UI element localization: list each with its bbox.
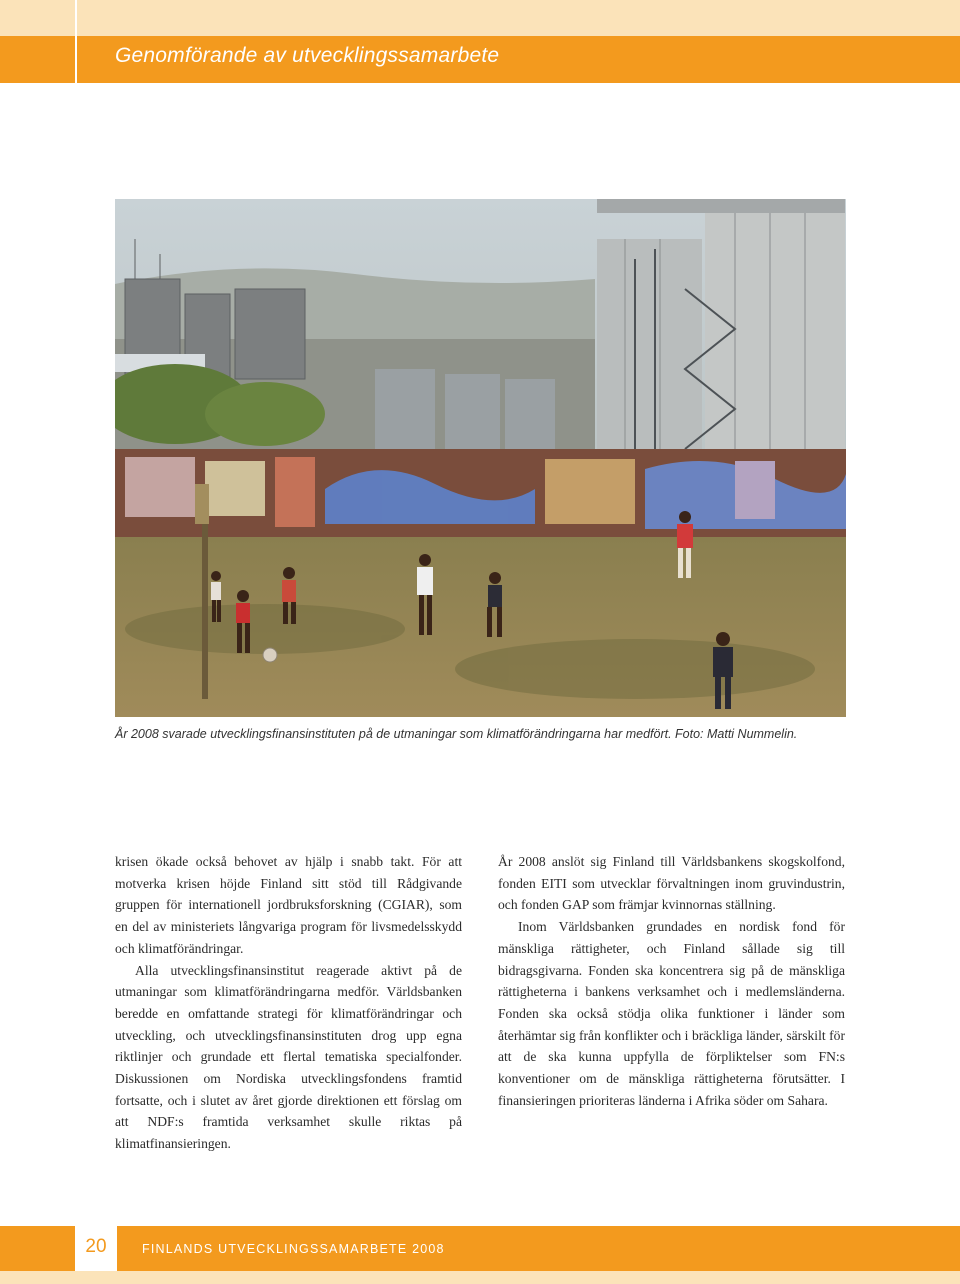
section-title: Genomförande av utvecklingssamarbete — [115, 44, 500, 67]
left-paragraph-2: Alla utvecklingsfinansinstitut reagerade aktivt på de utmaningar som klimatförändringarna medför. Världsbanken beredde en omfattande strategi för klimatförändringar och utveckling, och utvecklingsfinansinstituten drog upp egna riktlinjer och grundade ett flertal tematiska specialfonder. Diskussionen om Nordiska utvecklingsfondens framtid fortsatte, och i slutet av året gjorde direktionen ett förslag om att NDF:s framtida verksamhet skulle riktas på klimatfinansieringen. — [115, 962, 462, 1152]
left-paragraph-1: krisen ökade också behovet av hjälp i snabb takt. För att motverka krisen höjde Finland sitt stöd till Rådgivande gruppen för internationell jordbruksforskning (CGIAR), som en del av ministeriets långvariga program för livsmedelsskydd och klimatförändringar. — [115, 854, 462, 956]
photo-caption: År 2008 svarade utvecklingsfinansinstituten på de utmaningar som klimatförändringarna har medfört. Foto: Matti Nummelin. — [115, 727, 798, 741]
left-column — [115, 851, 462, 1155]
page-number: 20 — [85, 1236, 107, 1257]
footer-bottom-strip — [0, 1271, 960, 1284]
article-photo — [115, 199, 846, 717]
header-top-strip — [0, 0, 960, 36]
right-paragraph-1: År 2008 anslöt sig Finland till Världsbankens skogskolfond, fonden EITI som utvecklar förvaltningen inom gruvindustrin, och fonden GAP som främjar kvinnornas ställning. — [498, 854, 845, 913]
publication-title: FINLANDS UTVECKLINGSSAMARBETE 2008 — [142, 1242, 445, 1256]
right-column — [498, 851, 845, 1111]
header-divider — [75, 0, 77, 83]
right-paragraph-2: Inom Världsbanken grundades en nordisk fond för mänskliga rättigheter, och Finland sållade sig till bidragsgivarna. Fonden ska koncentrera sig på de mänskliga rättigheterna i bankens verksamhet och i medlemsländerna. Fonden ska också stödja olika funktioner i länder som återhämtar sig från konflikter och i bräckliga länder, särskilt för att de ska kunna uppfylla de förpliktelser som FN:s konventioner om de mänskliga rättigheterna förutsätter. I finansieringen prioriteras länderna i Afrika söder om Sahara. — [498, 919, 845, 1108]
